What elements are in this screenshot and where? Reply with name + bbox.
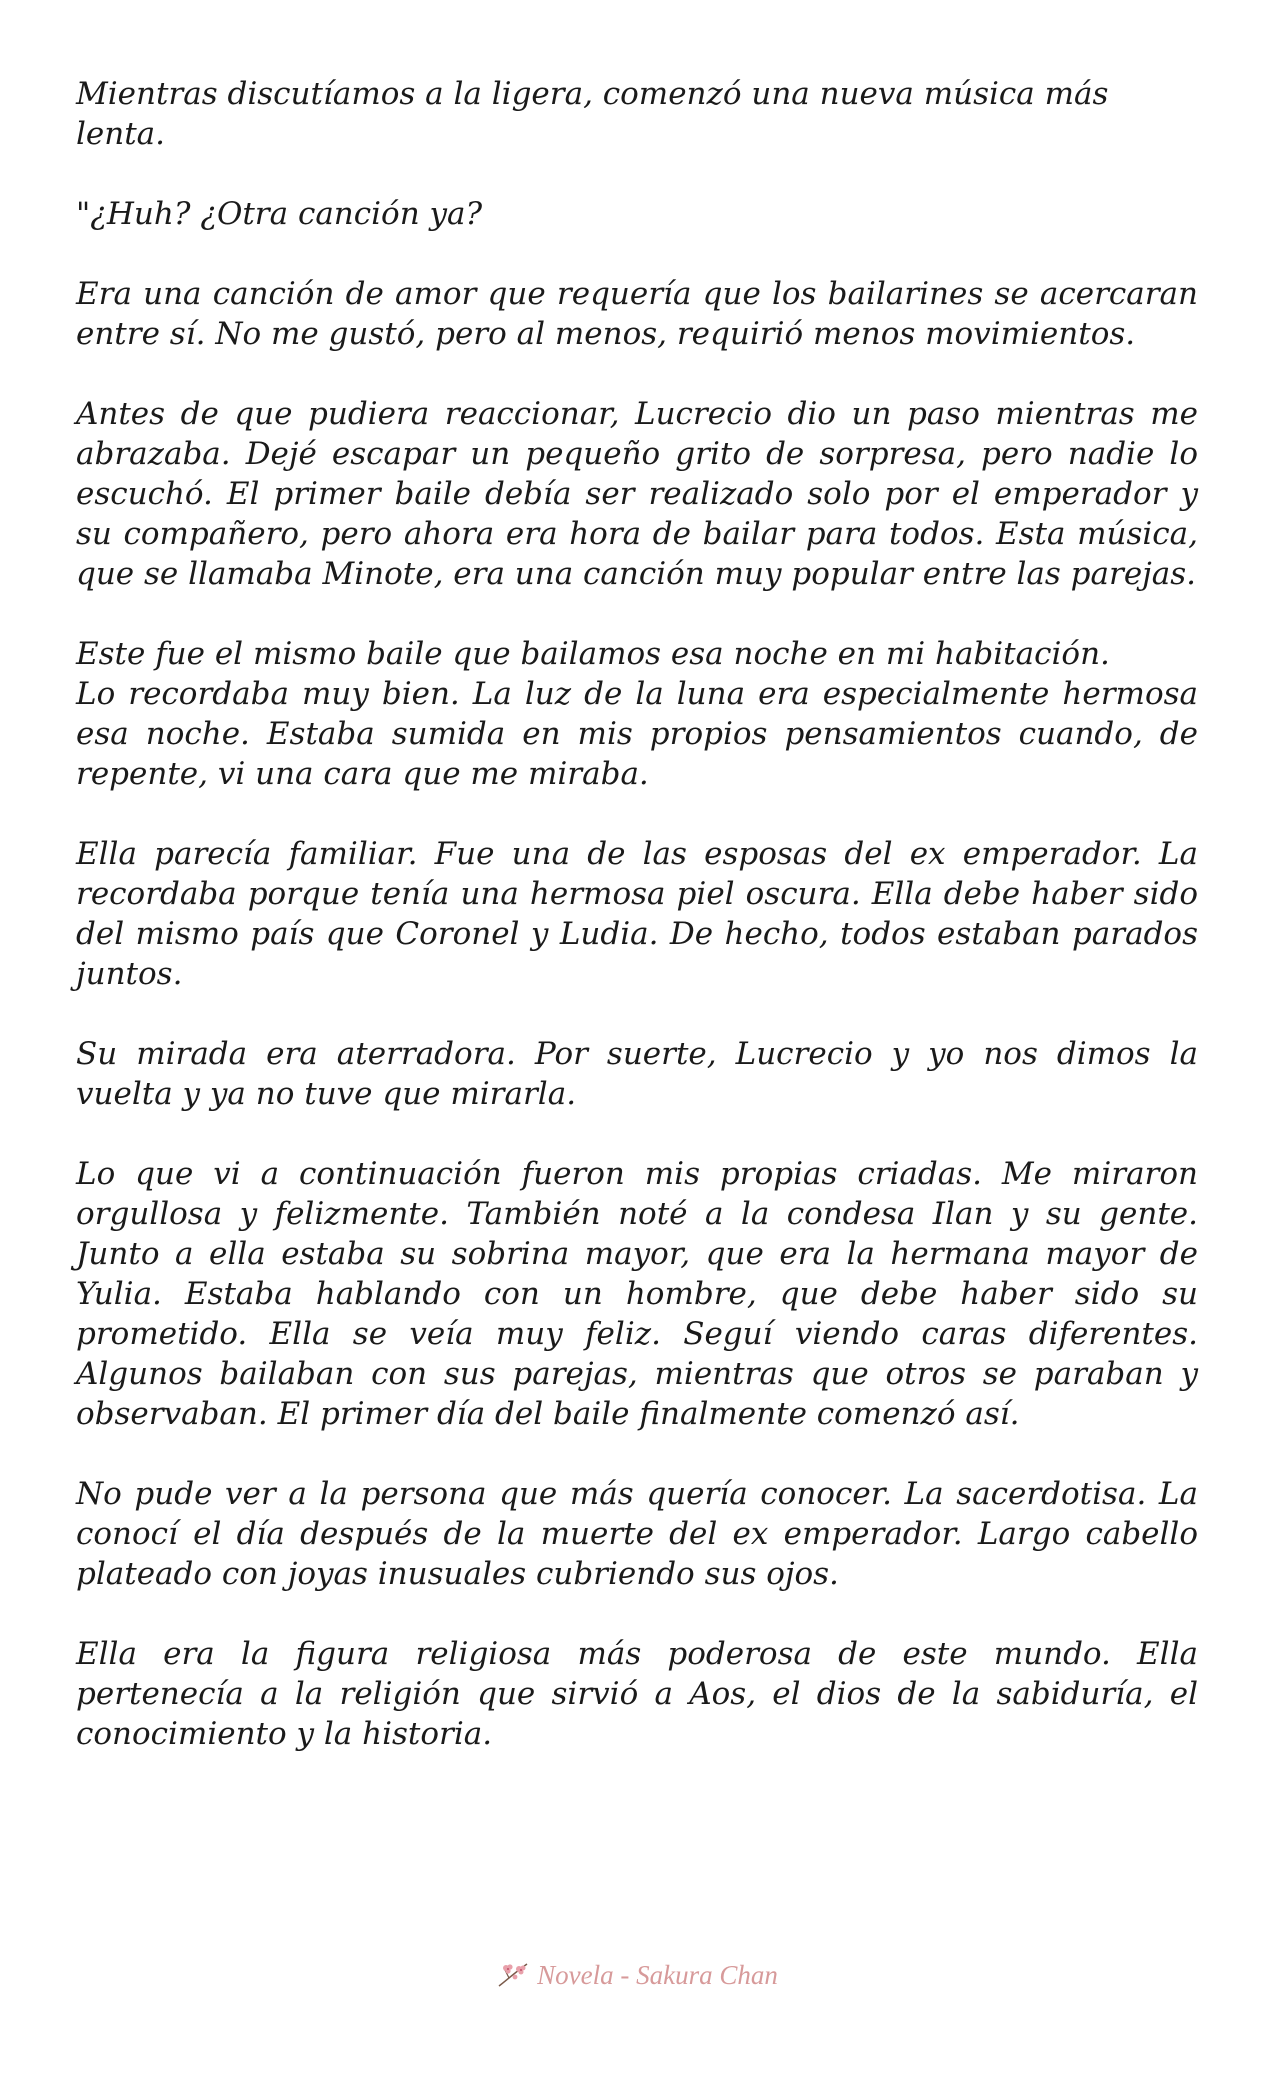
paragraph: Ella parecía familiar. Fue una de las esposas del ex emperador. La recordaba porque tenía una hermosa piel oscura. Ella debe haber sido del mismo país que Coronel y Ludia. De hecho, todos estaban parados juntos. (76, 836, 1198, 992)
paragraph: Antes de que pudiera reaccionar, Lucrecio dio un paso mientras me abrazaba. Dejé escapar un pequeño grito de sorpresa, pero nadie lo escuchó. El primer baile debía ser realizado solo por el emperador y su compañero, pero ahora era hora de bailar para todos. Esta música, que se llamaba Minote, era una canción muy popular entre las parejas. (76, 396, 1198, 592)
cherry-blossom-icon (497, 1960, 531, 1990)
document-body (76, 74, 1198, 1754)
paragraph: Era una canción de amor que requería que los bailarines se acercaran entre sí. No me gustó, pero al menos, requirió menos movimientos. (76, 276, 1198, 352)
footer-watermark (0, 1955, 1275, 1995)
paragraph: Este fue el mismo baile que bailamos esa noche en mi habitación. Lo recordaba muy bien. La luz de la luna era especialmente hermosa esa noche. Estaba sumida en mis propios pensamientos cuando, de repente, vi una cara que me miraba. (76, 636, 1198, 792)
paragraph: "¿Huh? ¿Otra canción ya? (76, 196, 483, 232)
paragraph: No pude ver a la persona que más quería conocer. La sacerdotisa. La conocí el día después de la muerte del ex emperador. Largo cabello plateado con joyas inusuales cubriendo sus ojos. (76, 1476, 1198, 1592)
footer-credit: Novela - Sakura Chan (537, 1959, 778, 1990)
paragraph: Mientras discutíamos a la ligera, comenzó una nueva música más lenta. (76, 76, 1109, 152)
paragraph: Su mirada era aterradora. Por suerte, Lucrecio y yo nos dimos la vuelta y ya no tuve que mirarla. (76, 1036, 1198, 1112)
paragraph: Lo que vi a continuación fueron mis propias criadas. Me miraron orgullosa y felizmente. También noté a la condesa Ilan y su gente. Junto a ella estaba su sobrina mayor, que era la hermana mayor de Yulia. Estaba hablando con un hombre, que debe haber sido su prometido. Ella se veía muy feliz. Seguí viendo caras diferentes. Algunos bailaban con sus parejas, mientras que otros se paraban y observaban. El primer día del baile finalmente comenzó así. (76, 1156, 1198, 1432)
paragraph: Ella era la figura religiosa más poderosa de este mundo. Ella pertenecía a la religión que sirvió a Aos, el dios de la sabiduría, el conocimiento y la historia. (76, 1636, 1198, 1752)
